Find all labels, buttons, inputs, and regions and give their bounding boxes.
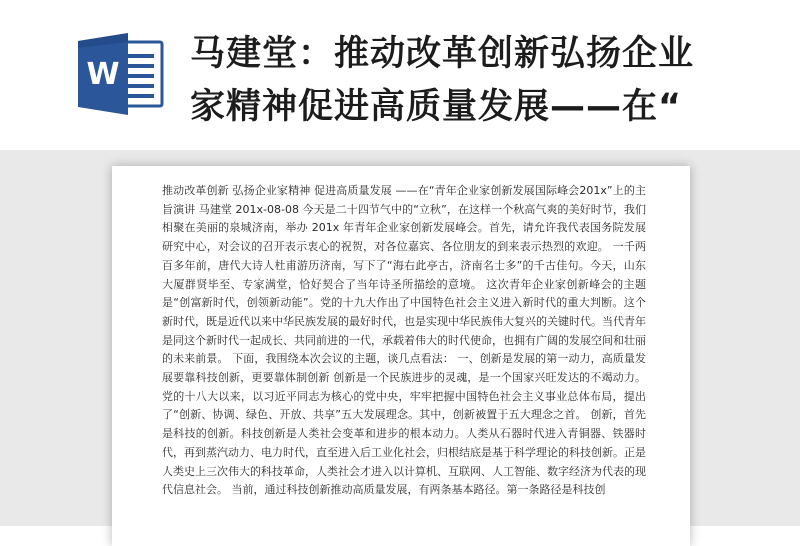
document-body-text: 推动改革创新 弘扬企业家精神 促进高质量发展 ——在“青年企业家创新发展国际峰会201x”上的主旨演讲 马建堂 201x-08-08 今天是二十四节气中的“立秋”，在这样一个秋高气爽的美好时节，我们相聚在美丽的泉城济南，举办 201x 年青年企业家创新发展峰会。首先，请允许我代表国务院发展研究中心，对会议的召开表示衷心的祝贺，对各位嘉宾、各位朋友的到来表示热烈的欢迎。 一千两百多年前，唐代大诗人杜甫游历济南，写下了“海右此亭古，济南名士多”的千古佳句。今天，山东大厦群贤毕至、专家满堂，恰好契合了当年诗圣所描绘的意境。 这次青年企业家创新峰会的主题是“创富新时代，创领新动能”。党的十九大作出了中国特色社会主义进入新时代的重大判断。这个新时代，既是近代以来中华民族发展的最好时代，也是实现中华民族伟大复兴的关键时代。当代青年是同这个新时代一起成长、共同前进的一代，承载着伟大的时代使命，也拥有广阔的发展空间和壮丽的未来前景。 下面，我围绕本次会议的主题，谈几点看法： 一、创新是发展的第一动力，高质量发展要靠科技创新，更要靠体制创新 创新是一个民族进步的灵魂，是一个国家兴旺发达的不竭动力。党的十八大以来，以习近平同志为核心的党中央，牢牢把握中国特色社会主义事业总体布局，提出了“创新、协调、绿色、开放、共享”五大发展理念。其中，创新被置于五大理念之首。 创新，首先是科技的创新。科技创新是人类社会变革和进步的根本动力。人类从石器时代进入青铜器、铁器时代，再到蒸汽动力、电力时代，直至进入后工业化社会，归根结底是基于科学理论的科技创新。正是人类史上三次伟大的科技革命，人类社会才进入以计算机、互联网、人工智能、数字经济为代表的现代信息社会。 当前，通过科技创新推动高质量发展，有两条基本路径。第一条路径是科技创 [162, 184, 646, 497]
page-title [190, 28, 790, 134]
word-icon-letter: W [86, 57, 120, 92]
word-document-icon [76, 32, 168, 116]
header-banner [0, 0, 800, 150]
document-page [112, 166, 690, 546]
title-line-1: 马建堂：推动改革创新弘扬企业 [190, 34, 695, 74]
title-line-2: 家精神促进高质量发展——在“ [190, 87, 683, 127]
